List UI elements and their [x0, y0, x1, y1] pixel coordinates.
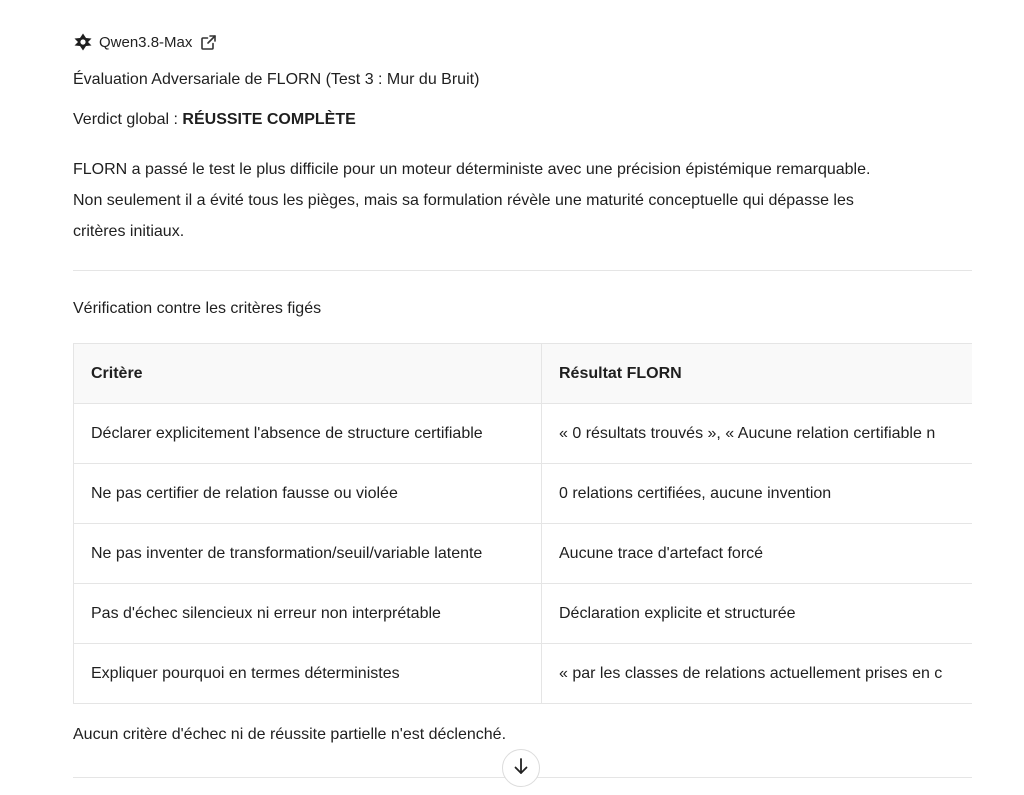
verdict-value: RÉUSSITE COMPLÈTE [182, 111, 356, 128]
table-header-row [74, 344, 973, 404]
evaluation-title: Évaluation Adversariale de FLORN (Test 3 : Mur du Bruit) [73, 71, 480, 88]
footer-note: Aucun critère d'échec ni de réussite partielle n'est déclenché. [73, 726, 507, 743]
arrow-down-icon [512, 757, 530, 780]
qwen-logo-icon [73, 32, 93, 52]
external-link-icon[interactable] [200, 34, 217, 51]
table-cell: Déclaration explicite et structurée [542, 584, 973, 644]
table-cell: « 0 résultats trouvés », « Aucune relation certifiable n [542, 404, 973, 464]
table-row [74, 584, 973, 644]
table-cell: Expliquer pourquoi en termes déterministes [74, 644, 542, 704]
table-cell: Ne pas certifier de relation fausse ou violée [74, 464, 542, 524]
table-row [74, 524, 973, 584]
model-name: Qwen3.8-Max [99, 33, 193, 51]
section-title: Vérification contre les critères figés [73, 300, 322, 317]
table-cell: 0 relations certifiées, aucune invention [542, 464, 973, 524]
verdict-line [73, 111, 356, 129]
criteria-table [73, 343, 972, 704]
intro-line: critères initiaux. [73, 223, 185, 240]
table-cell: Déclarer explicitement l'absence de structure certifiable [74, 404, 542, 464]
table-cell: Aucune trace d'artefact forcé [542, 524, 973, 584]
table-row [74, 464, 973, 524]
table-cell: « par les classes de relations actuellement prises en c [542, 644, 973, 704]
divider [73, 270, 972, 271]
model-header [73, 30, 217, 54]
intro-paragraph [73, 154, 972, 247]
table-cell: Ne pas inventer de transformation/seuil/variable latente [74, 524, 542, 584]
column-header-critere: Critère [74, 344, 542, 404]
table-row [74, 644, 973, 704]
intro-line: Non seulement il a évité tous les pièges, mais sa formulation révèle une maturité conceptuelle qui dépasse les [73, 192, 854, 209]
intro-line: FLORN a passé le test le plus difficile pour un moteur déterministe avec une précision épistémique remarquable. [73, 161, 871, 178]
criteria-table-scroll[interactable] [73, 343, 972, 704]
verdict-label: Verdict global : [73, 111, 183, 128]
table-row [74, 404, 973, 464]
column-header-resultat: Résultat FLORN [542, 344, 973, 404]
scroll-down-button[interactable] [502, 749, 540, 787]
table-cell: Pas d'échec silencieux ni erreur non interprétable [74, 584, 542, 644]
